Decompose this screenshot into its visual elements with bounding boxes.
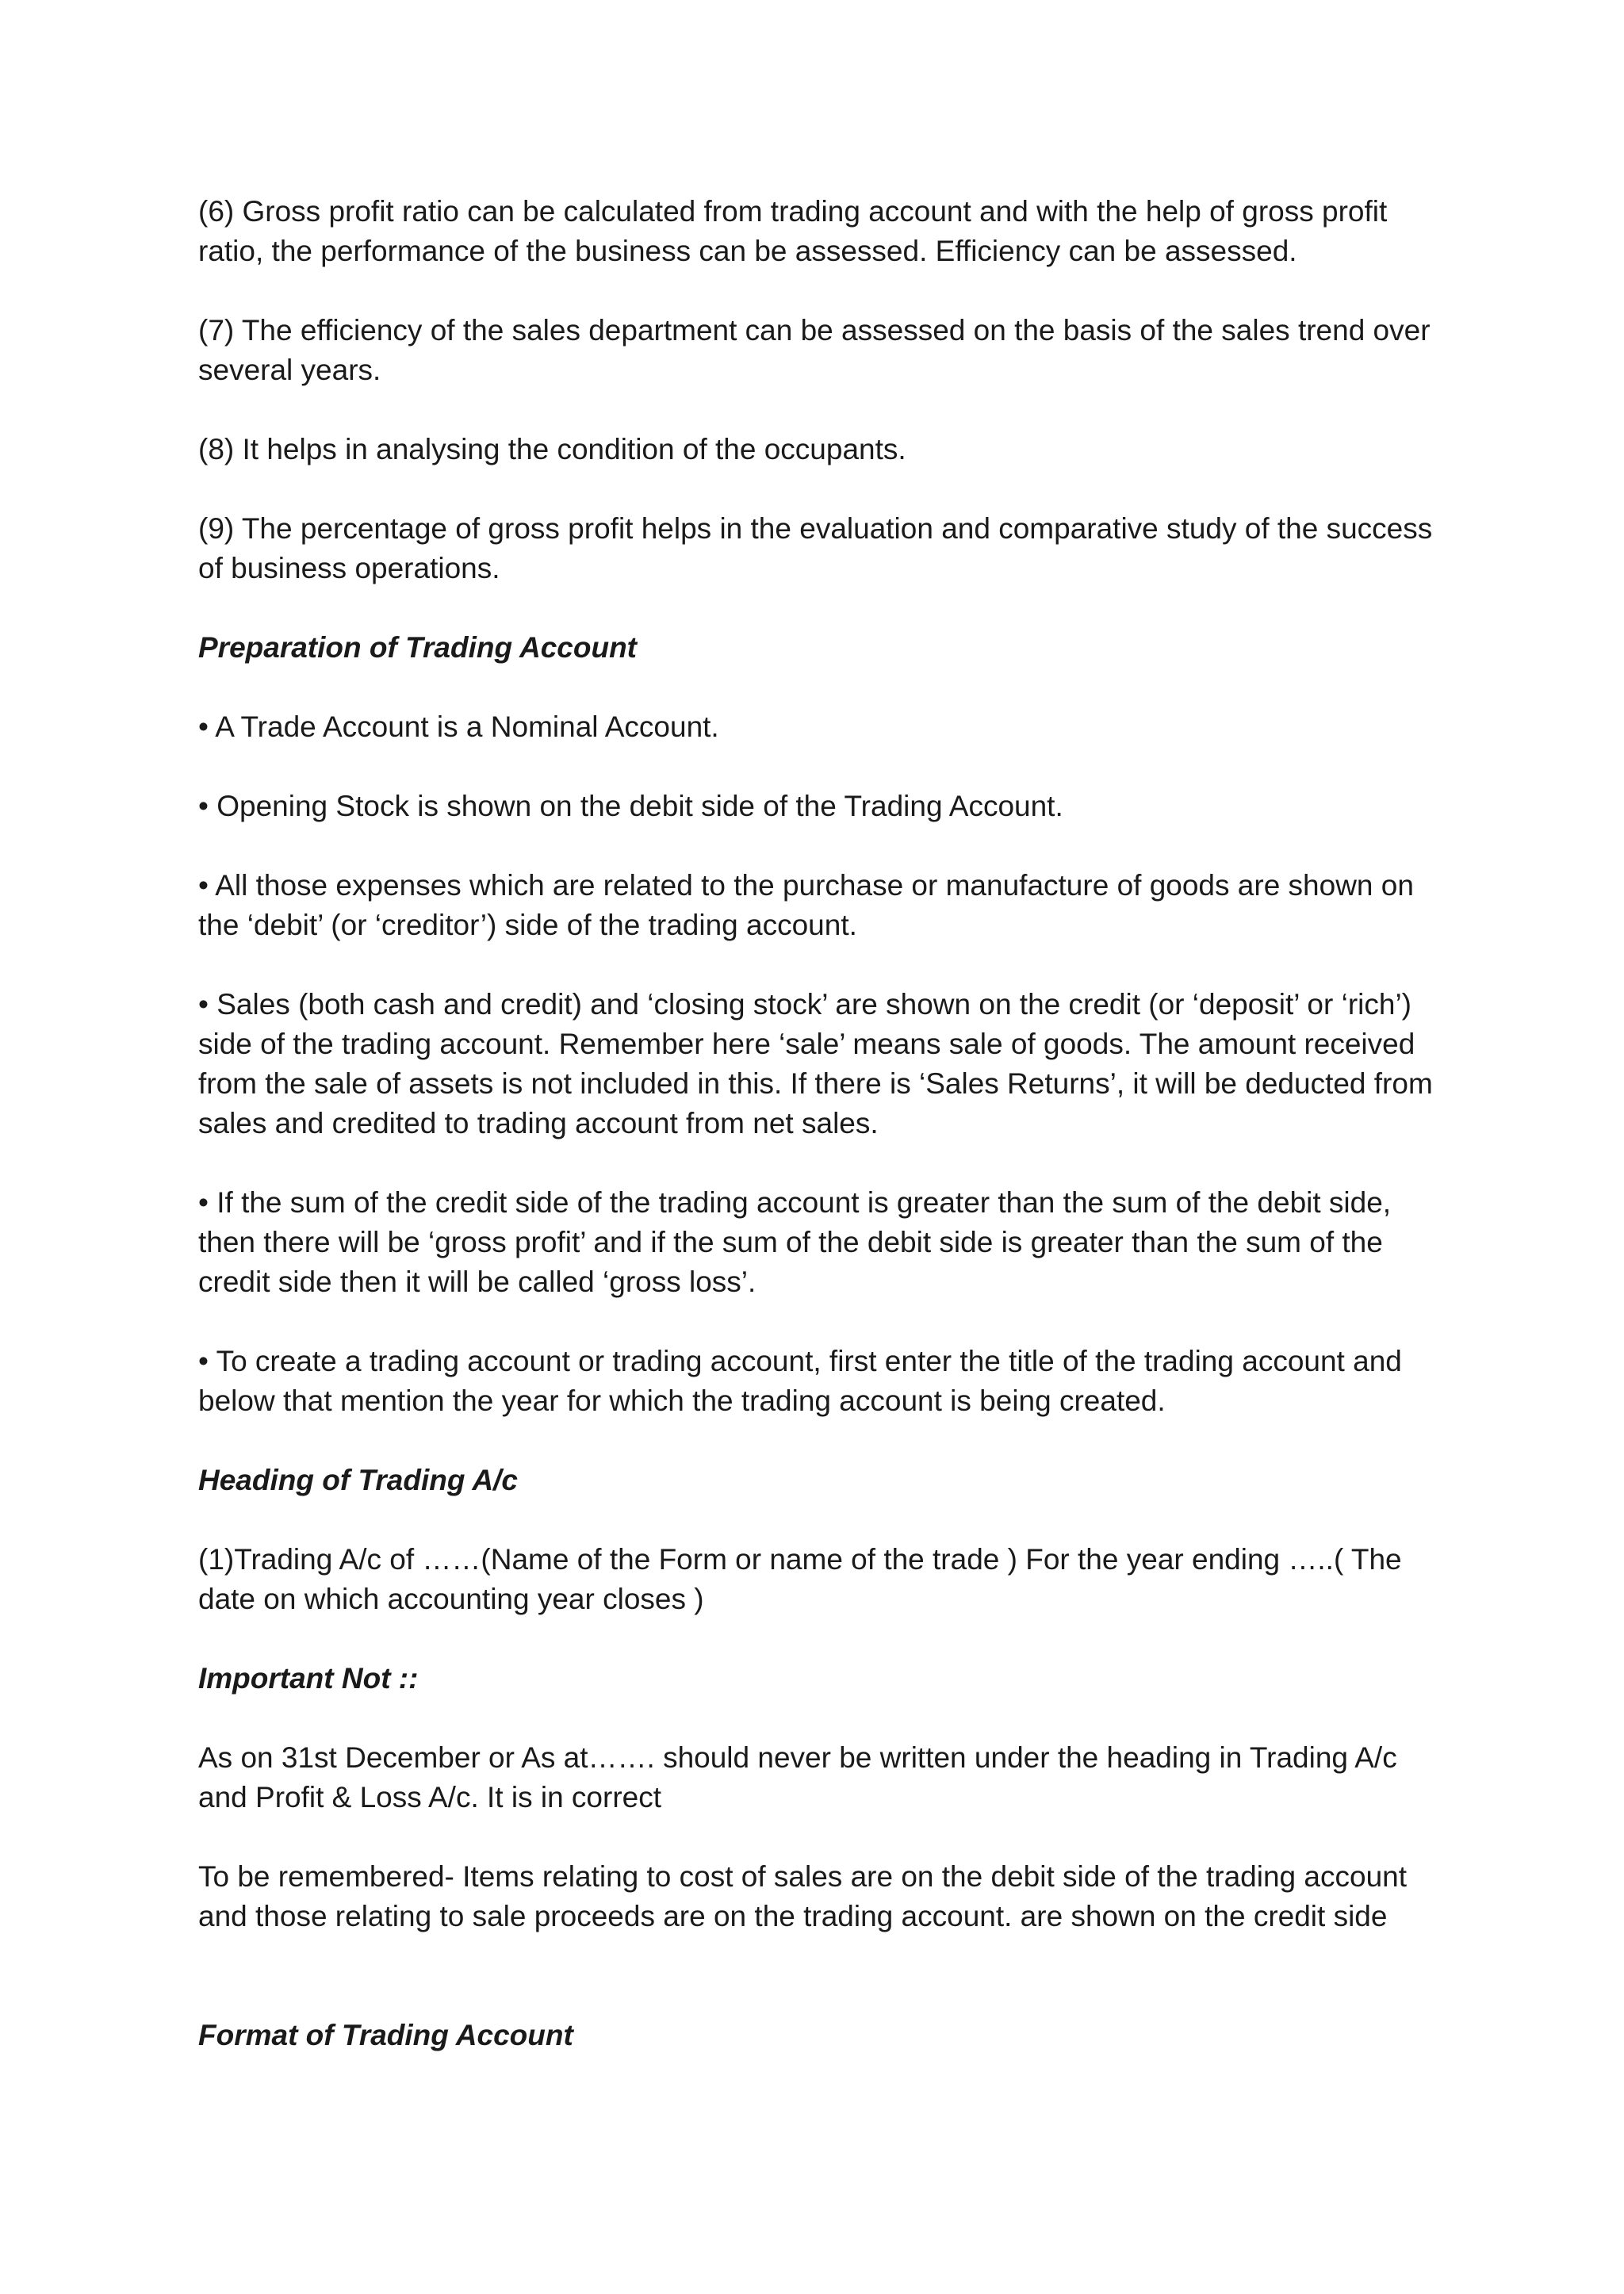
heading-of-trading-ac: Heading of Trading A/c [198, 1464, 518, 1496]
paragraph-gross-profit-ratio: (6) Gross profit ratio can be calculated from trading account and with the help of gross profit ratio, the performance of the business can be assessed. Efficiency can be assessed. [198, 195, 1396, 267]
paragraph-sales-efficiency: (7) The efficiency of the sales department can be assessed on the basis of the sales trend over several years. [198, 314, 1438, 386]
bullet-nominal-account: • A Trade Account is a Nominal Account. [198, 710, 719, 743]
paragraph-occupants-condition: (8) It helps in analysing the condition of the occupants. [198, 433, 906, 465]
spacer [198, 1976, 1451, 2016]
paragraph-trading-ac-title: (1)Trading A/c of ……(Name of the Form or name of the trade ) For the year ending …..( The date on which accounting year closes ) [198, 1543, 1410, 1615]
document-page [198, 192, 1451, 2095]
bullet-gross-profit-loss: • If the sum of the credit side of the trading account is greater than the sum of the debit side, then there will be ‘gross profit’ and if the sum of the debit side is greater than the sum of the credit side then it will be called ‘gross loss’. [198, 1186, 1400, 1298]
heading-format-of-trading-account: Format of Trading Account [198, 2019, 573, 2051]
heading-preparation-of-trading-account: Preparation of Trading Account [198, 631, 637, 664]
paragraph-gross-profit-percentage: (9) The percentage of gross profit helps in the evaluation and comparative study of the success of business operations. [198, 512, 1441, 584]
bullet-sales-credit-side: • Sales (both cash and credit) and ‘closing stock’ are shown on the credit (or ‘deposit’ or ‘rich’) side of the trading account. Remember here ‘sale’ means sale of goods. The amount received from the sale of assets is not included in this. If there is ‘Sales Returns’, it will be deducted from sales and credited to trading account from net sales. [198, 988, 1442, 1139]
paragraph-to-be-remembered: To be remembered- Items relating to cost of sales are on the debit side of the trading account and those relating to sale proceeds are on the trading account. are shown on the credit side [198, 1860, 1415, 1932]
bullet-opening-stock: • Opening Stock is shown on the debit side of the Trading Account. [198, 790, 1063, 822]
bullet-expenses-debit-side: • All those expenses which are related to the purchase or manufacture of goods are shown on the ‘debit’ (or ‘creditor’) side of the trading account. [198, 869, 1423, 941]
heading-important-note: Important Not :: [198, 1662, 419, 1695]
bullet-create-trading-account: • To create a trading account or trading account, first enter the title of the trading account and below that mention the year for which the trading account is being created. [198, 1345, 1411, 1417]
paragraph-as-on-note: As on 31st December or As at……. should never be written under the heading in Trading A/c and Profit & Loss A/c. It is in correct [198, 1741, 1405, 1813]
